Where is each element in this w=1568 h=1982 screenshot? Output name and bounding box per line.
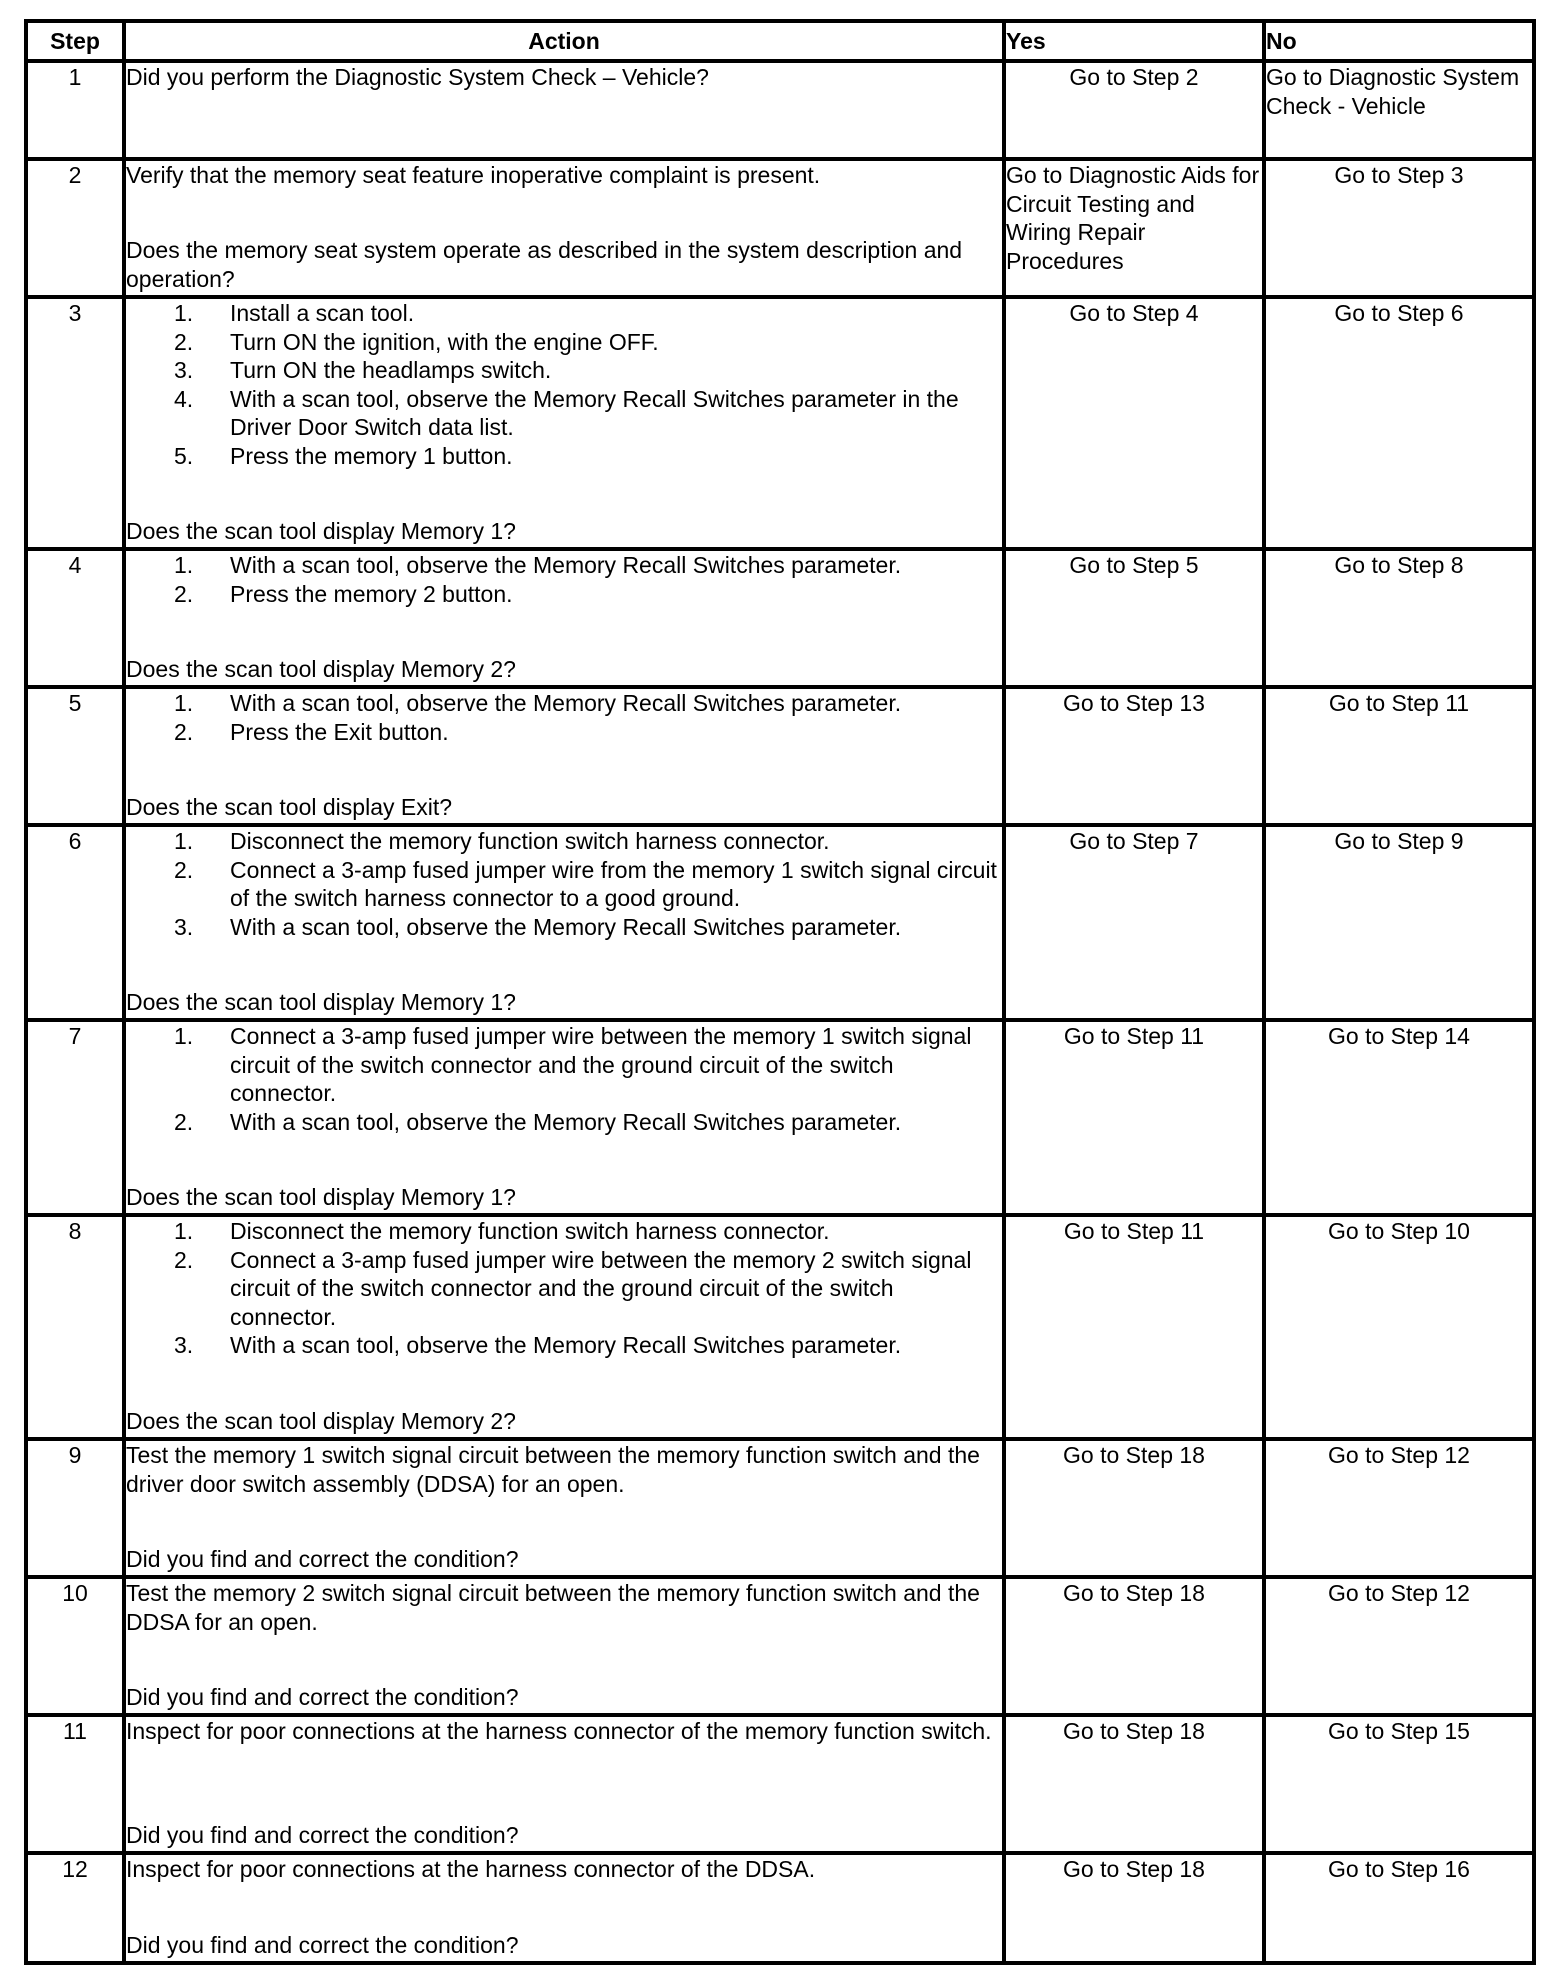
action-step-text: Turn ON the headlamps switch. — [230, 357, 552, 383]
action-step-number: 2. — [174, 1246, 194, 1273]
yes-answer: Go to Step 11 — [1004, 1020, 1264, 1215]
action-step-item — [126, 856, 1002, 913]
step-action — [124, 549, 1004, 687]
step-row — [26, 1715, 1534, 1853]
action-step-text: Turn ON the ignition, with the engine OFF. — [230, 328, 659, 355]
action-steps — [126, 551, 1002, 608]
step-action — [124, 1715, 1004, 1853]
no-answer: Go to Step 16 — [1264, 1853, 1534, 1963]
action-step-text: Press the memory 1 button. — [230, 442, 513, 469]
yes-answer: Go to Step 18 — [1004, 1439, 1264, 1577]
yes-answer: Go to Step 18 — [1004, 1577, 1264, 1715]
step-action — [124, 687, 1004, 825]
no-answer: Go to Step 9 — [1264, 825, 1534, 1020]
action-step-number: 3. — [174, 913, 194, 940]
action-steps — [126, 827, 1002, 941]
action-step-number: 4. — [174, 385, 194, 412]
step-action — [124, 1853, 1004, 1963]
step-number: 11 — [26, 1715, 124, 1853]
step-number: 1 — [26, 61, 124, 159]
action-step-number: 1. — [174, 1218, 194, 1244]
header-no: No — [1264, 21, 1534, 61]
no-answer: Go to Step 3 — [1264, 159, 1534, 297]
action-steps — [126, 689, 1002, 746]
action-step-text: Connect a 3-amp fused jumper wire between the memory 2 switch signal circuit of the switch connector and the ground circuit of the switch connector. — [230, 1246, 972, 1330]
action-step-item — [126, 689, 1002, 718]
action-step-text: With a scan tool, observe the Memory Recall Switches parameter. — [230, 690, 902, 716]
action-question: Did you find and correct the condition? — [126, 1545, 519, 1572]
step-number: 6 — [26, 825, 124, 1020]
action-question: Did you find and correct the condition? — [126, 1683, 519, 1710]
step-row — [26, 1020, 1534, 1215]
diagnostic-table — [24, 19, 1536, 1965]
step-row — [26, 159, 1534, 297]
action-step-number: 2. — [174, 856, 194, 883]
action-step-item — [126, 1108, 1002, 1137]
action-step-text: Install a scan tool. — [230, 300, 415, 326]
action-step-number: 1. — [174, 552, 194, 578]
header-action: Action — [124, 21, 1004, 61]
yes-answer: Go to Step 13 — [1004, 687, 1264, 825]
action-step-item — [126, 442, 1002, 471]
step-number: 12 — [26, 1853, 124, 1963]
step-action — [124, 159, 1004, 297]
header-step: Step — [26, 21, 124, 61]
no-answer: Go to Step 12 — [1264, 1577, 1534, 1715]
header-yes: Yes — [1004, 21, 1264, 61]
action-step-item — [126, 1331, 1002, 1360]
action-intro: Verify that the memory seat feature inoperative complaint is present. — [126, 162, 821, 188]
no-answer: Go to Step 15 — [1264, 1715, 1534, 1853]
step-number: 4 — [26, 549, 124, 687]
action-step-number: 2. — [174, 718, 194, 745]
no-answer: Go to Step 8 — [1264, 549, 1534, 687]
action-question: Does the scan tool display Memory 1? — [126, 988, 516, 1015]
action-step-number: 2. — [174, 328, 194, 355]
action-step-number: 3. — [174, 1332, 194, 1358]
step-number: 9 — [26, 1439, 124, 1577]
action-intro: Inspect for poor connections at the harness connector of the memory function switch. — [126, 1718, 992, 1744]
step-number: 7 — [26, 1020, 124, 1215]
action-question: Does the scan tool display Memory 1? — [126, 517, 516, 544]
action-step-number: 1. — [174, 300, 194, 326]
action-intro: Test the memory 2 switch signal circuit between the memory function switch and the DDSA for an open. — [126, 1580, 980, 1635]
action-step-item — [126, 299, 1002, 328]
step-row — [26, 61, 1534, 159]
action-step-number: 1. — [174, 1023, 194, 1049]
action-step-item — [126, 1246, 1002, 1332]
action-step-number: 1. — [174, 690, 194, 716]
action-question: Does the scan tool display Memory 1? — [126, 1183, 516, 1210]
action-steps — [126, 1022, 1002, 1136]
step-row — [26, 1577, 1534, 1715]
action-step-text: With a scan tool, observe the Memory Recall Switches parameter in the Driver Door Switch data list. — [230, 385, 959, 440]
action-step-item — [126, 385, 1002, 442]
step-action — [124, 61, 1004, 159]
step-row — [26, 825, 1534, 1020]
action-question: Did you find and correct the condition? — [126, 1931, 519, 1958]
no-answer: Go to Step 11 — [1264, 687, 1534, 825]
action-step-item — [126, 580, 1002, 609]
action-step-item — [126, 551, 1002, 580]
yes-answer: Go to Step 18 — [1004, 1715, 1264, 1853]
step-number: 2 — [26, 159, 124, 297]
yes-answer: Go to Step 2 — [1004, 61, 1264, 159]
step-row — [26, 687, 1534, 825]
action-step-number: 2. — [174, 580, 194, 607]
step-number: 5 — [26, 687, 124, 825]
step-row — [26, 1215, 1534, 1439]
no-answer: Go to Step 6 — [1264, 297, 1534, 549]
action-step-text: Connect a 3-amp fused jumper wire from the memory 1 switch signal circuit of the switch harness connector to a good ground. — [230, 856, 997, 911]
action-question: Does the memory seat system operate as described in the system description and operation? — [126, 237, 963, 292]
action-question: Does the scan tool display Memory 2? — [126, 1407, 516, 1434]
action-step-item — [126, 718, 1002, 747]
action-step-number: 3. — [174, 357, 194, 383]
action-step-text: With a scan tool, observe the Memory Recall Switches parameter. — [230, 552, 902, 578]
action-step-text: With a scan tool, observe the Memory Recall Switches parameter. — [230, 1108, 902, 1135]
step-row — [26, 1853, 1534, 1963]
action-step-item — [126, 827, 1002, 856]
step-action — [124, 1215, 1004, 1439]
action-step-item — [126, 328, 1002, 357]
action-intro: Test the memory 1 switch signal circuit between the memory function switch and the driver door switch assembly (DDSA) for an open. — [126, 1442, 980, 1497]
action-step-number: 1. — [174, 828, 194, 854]
action-step-item — [126, 356, 1002, 385]
no-answer: Go to Step 12 — [1264, 1439, 1534, 1577]
action-step-text: Press the Exit button. — [230, 718, 449, 745]
step-action — [124, 1020, 1004, 1215]
step-action — [124, 297, 1004, 549]
action-step-number: 2. — [174, 1108, 194, 1135]
action-steps — [126, 299, 1002, 470]
action-step-item — [126, 1217, 1002, 1246]
action-step-text: Press the memory 2 button. — [230, 580, 513, 607]
step-action — [124, 825, 1004, 1020]
action-steps — [126, 1217, 1002, 1360]
no-answer: Go to Step 10 — [1264, 1215, 1534, 1439]
step-number: 10 — [26, 1577, 124, 1715]
no-answer: Go to Diagnostic System Check - Vehicle — [1264, 61, 1534, 159]
step-row — [26, 549, 1534, 687]
step-action — [124, 1439, 1004, 1577]
action-question: Does the scan tool display Memory 2? — [126, 655, 516, 682]
action-question: Does the scan tool display Exit? — [126, 793, 453, 820]
action-step-text: Disconnect the memory function switch harness connector. — [230, 1218, 830, 1244]
action-intro: Inspect for poor connections at the harness connector of the DDSA. — [126, 1856, 816, 1882]
action-step-text: With a scan tool, observe the Memory Recall Switches parameter. — [230, 913, 902, 940]
yes-answer: Go to Diagnostic Aids for Circuit Testing and Wiring Repair Procedures — [1004, 159, 1264, 297]
step-action — [124, 1577, 1004, 1715]
step-row — [26, 1439, 1534, 1577]
header-row — [26, 21, 1534, 61]
step-row — [26, 297, 1534, 549]
yes-answer: Go to Step 18 — [1004, 1853, 1264, 1963]
action-step-item — [126, 1022, 1002, 1108]
action-question: Did you find and correct the condition? — [126, 1821, 519, 1848]
yes-answer: Go to Step 5 — [1004, 549, 1264, 687]
action-intro: Did you perform the Diagnostic System Check – Vehicle? — [126, 64, 709, 90]
action-step-item — [126, 913, 1002, 942]
step-number: 3 — [26, 297, 124, 549]
action-step-text: Connect a 3-amp fused jumper wire between the memory 1 switch signal circuit of the switch connector and the ground circuit of the switch connector. — [230, 1023, 972, 1106]
action-step-number: 5. — [174, 442, 194, 469]
yes-answer: Go to Step 4 — [1004, 297, 1264, 549]
yes-answer: Go to Step 7 — [1004, 825, 1264, 1020]
step-number: 8 — [26, 1215, 124, 1439]
yes-answer: Go to Step 11 — [1004, 1215, 1264, 1439]
action-step-text: With a scan tool, observe the Memory Recall Switches parameter. — [230, 1332, 902, 1358]
no-answer: Go to Step 14 — [1264, 1020, 1534, 1215]
action-step-text: Disconnect the memory function switch harness connector. — [230, 828, 830, 854]
